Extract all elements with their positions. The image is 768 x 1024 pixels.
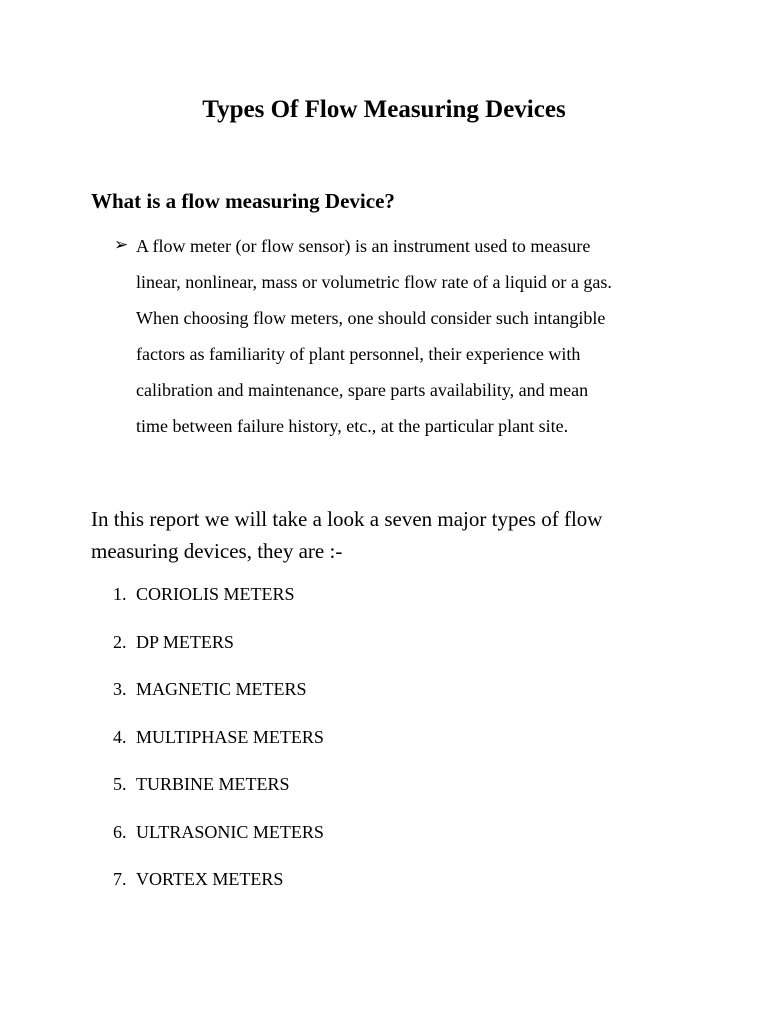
list-item bbox=[113, 626, 324, 674]
bullet-line: linear, nonlinear, mass or volumetric flow rate of a liquid or a gas. bbox=[136, 272, 612, 292]
list-item bbox=[113, 768, 324, 816]
list-item bbox=[113, 863, 324, 911]
bullet-text bbox=[136, 228, 676, 444]
list-item-text: VORTEX METERS bbox=[136, 869, 284, 889]
intro-line: In this report we will take a look a seven major types of flow bbox=[91, 507, 603, 531]
section-heading: What is a flow measuring Device? bbox=[91, 189, 395, 213]
intro-paragraph bbox=[91, 503, 691, 567]
arrow-bullet-icon: ➢ bbox=[114, 235, 129, 255]
list-item bbox=[113, 578, 324, 626]
list-item-text: TURBINE METERS bbox=[136, 774, 290, 794]
list-item-text: DP METERS bbox=[136, 631, 234, 652]
list-item bbox=[113, 721, 324, 769]
list-item-number: 3. bbox=[113, 679, 127, 699]
list-item-number: 1. bbox=[113, 584, 127, 604]
bullet-line: factors as familiarity of plant personnel, their experience with bbox=[136, 344, 581, 364]
list-item-text: CORIOLIS METERS bbox=[136, 584, 295, 604]
bullet-line: time between failure history, etc., at the particular plant site. bbox=[136, 416, 569, 436]
meter-types-list bbox=[113, 578, 324, 911]
list-item-text: MULTIPHASE METERS bbox=[136, 726, 324, 747]
list-item-number: 6. bbox=[113, 821, 127, 842]
list-item bbox=[113, 816, 324, 864]
bullet-line: calibration and maintenance, spare parts availability, and mean bbox=[136, 380, 589, 400]
list-item-number: 4. bbox=[113, 726, 127, 747]
list-item-number: 7. bbox=[113, 869, 127, 889]
page-title: Types Of Flow Measuring Devices bbox=[202, 96, 566, 123]
list-item bbox=[113, 673, 324, 721]
bullet-line: When choosing flow meters, one should consider such intangible bbox=[136, 308, 606, 328]
list-item-text: ULTRASONIC METERS bbox=[136, 821, 324, 842]
list-item-number: 5. bbox=[113, 774, 127, 794]
bullet-line: A flow meter (or flow sensor) is an instrument used to measure bbox=[136, 236, 591, 256]
list-item-text: MAGNETIC METERS bbox=[136, 679, 307, 699]
list-item-number: 2. bbox=[113, 631, 127, 652]
intro-line: measuring devices, they are :- bbox=[91, 539, 343, 563]
